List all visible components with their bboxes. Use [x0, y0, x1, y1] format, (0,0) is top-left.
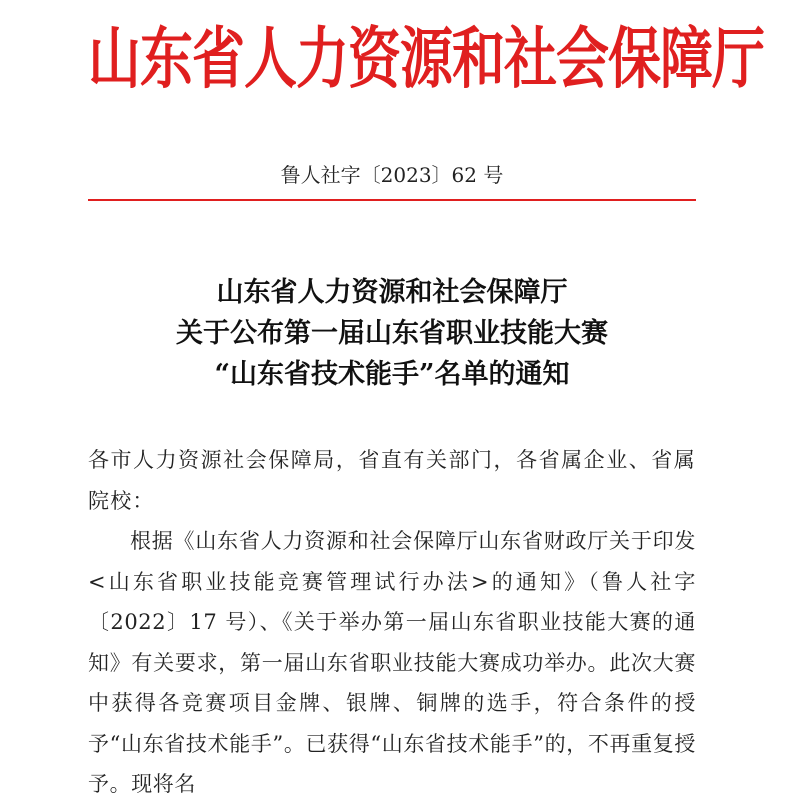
title-line-3: “山东省技术能手”名单的通知 [214, 359, 570, 390]
salutation: 各市人力资源社会保障局，省直有关部门，各省属企业、省属院校： [88, 448, 696, 513]
title-line-1: 山东省人力资源和社会保障厅 [216, 277, 568, 308]
body-paragraph: 根据《山东省人力资源和社会保障厅山东省财政厅关于印发<山东省职业技能竞赛管理试行办法>的通知》（鲁人社字〔2022〕17 号）、《关于举办第一届山东省职业技能大赛的通知》有关要求，第一届山东省职业技能大赛成功举办。此次大赛中获得各竞赛项目金牌、银牌、铜牌的选手，符合条件的授予“山东省技术能手”。已获得“山东省技术能手”的，不再重复授予。现将名 [88, 529, 696, 796]
red-divider-line [88, 199, 696, 201]
notice-title [88, 272, 696, 395]
agency-masthead: 山东省人力资源和社会保障厅 [88, 20, 764, 98]
document-number: 鲁人社字〔2023〕62 号 [280, 163, 504, 187]
notice-body [88, 440, 696, 805]
title-line-2: 关于公布第一届山东省职业技能大赛 [176, 318, 608, 349]
